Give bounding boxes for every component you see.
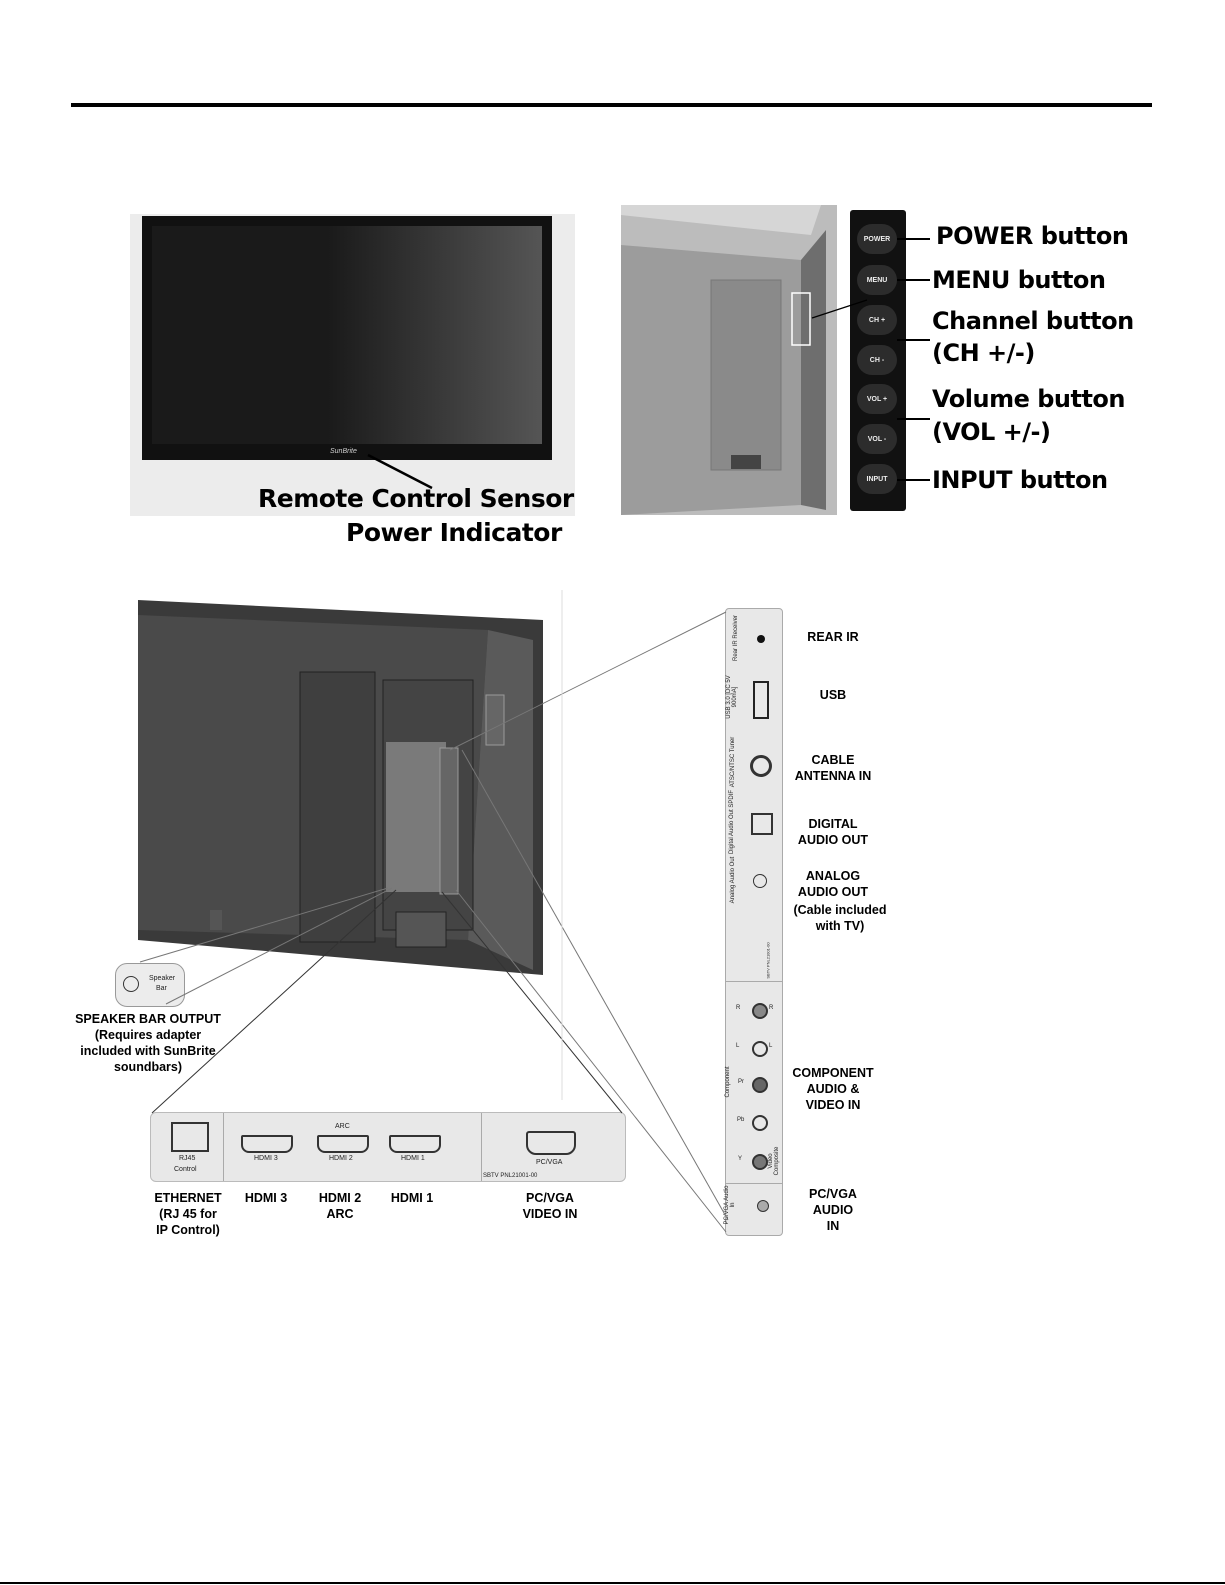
usb-label: USB [819,688,847,702]
speaker-bar-label-line: included with SunBrite [80,1044,216,1058]
ethernet-label-line: IP Control) [156,1223,220,1237]
analog-label-line: AUDIO OUT [797,885,869,899]
side-part-number: SBTV PNL21001-00 [765,942,771,979]
speaker-bar-label-line: (Requires adapter [94,1028,202,1042]
cable-label-line: ANTENNA IN [794,769,872,783]
menu-tv-button[interactable]: MENU [857,265,897,295]
pcvga-audio-label-line: PC/VGA [809,1187,857,1201]
cable-label-line: CABLE [811,753,855,767]
component-printed: Component [725,1066,731,1098]
component-label-line: COMPONENT [792,1066,874,1080]
panel-part-number: SBTV PNL21001-00 [483,1173,538,1179]
pr-printed: Pr [738,1079,744,1085]
l-printed: L [736,1043,740,1049]
hdmi2-port-label: HDMI 2 [329,1155,353,1162]
digital-label-line: DIGITAL [808,817,858,831]
hdmi2-label-line: ARC [326,1207,354,1221]
digital-printed: Digital Audio Out SPDIF [729,789,735,855]
vga-port-label: PC/VGA [536,1159,563,1166]
analog-note-line: with TV) [815,919,865,933]
analog-note-line: (Cable included [793,903,887,917]
hdmi2-label-line: HDMI 2 [318,1191,362,1205]
volume-button-label: Volume button [932,385,1125,413]
volume-button-sub: (VOL +/-) [932,418,1051,446]
input-tv-button[interactable]: INPUT [857,464,897,494]
hdmi3-port-label: HDMI 3 [254,1155,278,1162]
channel-button-label: Channel button [932,307,1134,335]
ethernet-label-line: (RJ 45 for [159,1207,217,1221]
tuner-printed: ATSC/NTSC Tuner [730,736,736,788]
r-printed-2: R [769,1005,774,1011]
menu-button-label: MENU button [932,266,1106,294]
digital-label-line: AUDIO OUT [797,833,869,847]
pcvga-video-label-line: VIDEO IN [522,1207,578,1221]
speaker-bar-box-line2: Bar [156,985,167,992]
video-printed: Video Composite [768,1146,780,1176]
analog-label-line: ANALOG [805,869,861,883]
channel-button-sub: (CH +/-) [932,339,1035,367]
speaker-bar-label-line: SPEAKER BAR OUTPUT [75,1012,221,1026]
ch-up-tv-button[interactable]: CH + [857,305,897,335]
pcvga-audio-label-line: IN [826,1219,840,1233]
power-button-label: POWER button [936,222,1129,250]
indicator-label: Power Indicator [346,518,562,547]
pc-audio-printed: PC/VGA Audio In [724,1185,736,1225]
usb-printed: USB 3.0 [DC 5V 900mA] [726,675,738,719]
component-label-line: AUDIO & [806,1082,860,1096]
rear-ir-label: REAR IR [807,630,859,644]
hdmi1-label: HDMI 1 [390,1191,434,1205]
rj45-label: RJ45 [179,1155,196,1162]
r-printed: R [736,1005,741,1011]
arc-port-label: ARC [335,1123,350,1130]
hdmi1-port-label: HDMI 1 [401,1155,425,1162]
tv-logo: SunBrite [330,448,357,455]
pcvga-audio-label-line: AUDIO [812,1203,854,1217]
ch-down-tv-button[interactable]: CH - [857,345,897,375]
power-tv-button[interactable]: POWER [857,224,897,254]
speaker-bar-label-line: soundbars) [113,1060,183,1074]
sensor-label: Remote Control Sensor [258,484,574,513]
ethernet-label-line: ETHERNET [154,1191,222,1205]
pb-printed: Pb [737,1117,745,1123]
y-printed: Y [738,1156,743,1162]
vol-down-tv-button[interactable]: VOL - [857,424,897,454]
rear-ir-printed: Rear IR Receiver [733,615,739,662]
rj45-label-line2: Control [174,1166,197,1173]
component-label-line: VIDEO IN [805,1098,861,1112]
hdmi3-label: HDMI 3 [244,1191,288,1205]
pcvga-video-label-line: PC/VGA [526,1191,574,1205]
l-printed-2: L [769,1043,773,1049]
vol-up-tv-button[interactable]: VOL + [857,384,897,414]
speaker-bar-box-line1: Speaker [149,975,176,982]
analog-printed: Analog Audio Out [730,856,736,904]
input-button-label: INPUT button [932,466,1108,494]
